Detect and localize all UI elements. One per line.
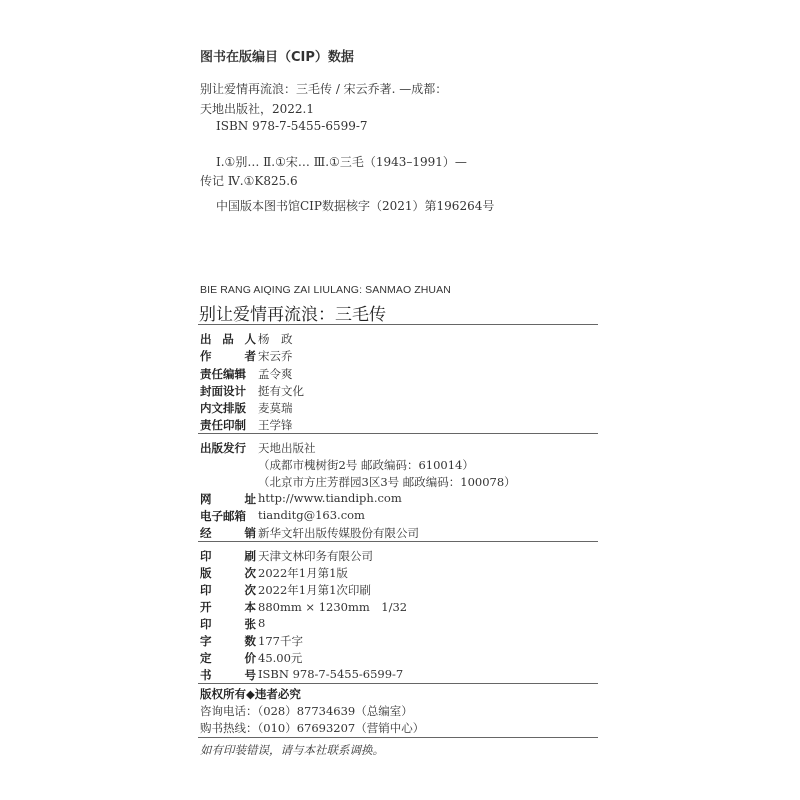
misprint-notice: 如有印装错误，请与本社联系调换。 [200, 743, 384, 757]
credit-value: 宋云乔 [258, 349, 293, 363]
email-address: tianditg@163.com [258, 508, 365, 522]
credit-label: 封面设计 [200, 384, 246, 398]
rights-notice: 版权所有◆违者必究 [200, 687, 301, 701]
spec-label: 版 次 [200, 566, 256, 580]
spec-value: 880mm × 1230mm 1/32 [258, 600, 408, 614]
credit-value: 杨 政 [258, 332, 293, 346]
cip-isbn: ISBN 978-7-5455-6599-7 [216, 119, 368, 133]
divider [198, 541, 598, 542]
book-title-pinyin: BIE RANG AIQING ZAI LIULANG: SANMAO ZHUAN [200, 284, 451, 296]
divider [198, 324, 598, 325]
spec-label: 印 次 [200, 583, 256, 597]
credit-label: 责任编辑 [200, 367, 246, 381]
spec-value: 45.00元 [258, 651, 303, 665]
credit-value: 挺有文化 [258, 384, 304, 398]
spec-value: 天津文林印务有限公司 [258, 549, 373, 563]
email-label: 电子邮箱 [200, 509, 246, 523]
website-label: 网 址 [200, 492, 256, 506]
spec-value: 2022年1月第1次印刷 [258, 583, 371, 597]
website-url: http://www.tiandiph.com [258, 491, 402, 505]
book-title: 别让爱情再流浪：三毛传 [199, 305, 386, 325]
cip-entry-line2: 天地出版社，2022.1 [200, 102, 314, 116]
spec-label: 书 号 [200, 668, 256, 682]
spec-label: 定 价 [200, 651, 256, 665]
publisher-label: 出版发行 [200, 441, 246, 455]
divider [198, 737, 598, 738]
credit-label: 作 者 [200, 349, 256, 363]
credit-value: 麦莫瑞 [258, 401, 293, 415]
cip-record-number: 中国版本图书馆CIP数据核字（2021）第196264号 [216, 199, 495, 213]
spec-label: 开 本 [200, 600, 256, 614]
cip-entry-line1: 别让爱情再流浪：三毛传 / 宋云乔著. —成都： [200, 82, 448, 96]
credit-label: 内文排版 [200, 401, 246, 415]
sales-hotline: 购书热线：（010）67693207（营销中心） [200, 721, 425, 735]
cip-heading: 图书在版编目（CIP）数据 [200, 50, 354, 65]
credit-label: 出品人 [200, 332, 256, 346]
spec-value: 2022年1月第1版 [258, 566, 348, 580]
spec-value: ISBN 978-7-5455-6599-7 [258, 667, 404, 681]
publisher-address-beijing: （北京市方庄芳群园3区3号 邮政编码：100078） [258, 475, 516, 489]
credit-label: 责任印制 [200, 418, 246, 432]
spec-value: 8 [258, 616, 266, 630]
divider [198, 433, 598, 434]
divider [198, 683, 598, 684]
spec-value: 177千字 [258, 634, 303, 648]
consult-phone: 咨询电话：（028）87734639（总编室） [200, 704, 413, 718]
cip-subject-line1: Ⅰ.①别… Ⅱ.①宋… Ⅲ.①三毛（1943–1991）— [216, 155, 467, 169]
spec-label: 字 数 [200, 634, 256, 648]
publisher-address-chengdu: （成都市槐树街2号 邮政编码：610014） [258, 458, 474, 472]
cip-subject-line2: 传记 Ⅳ.①K825.6 [200, 174, 298, 188]
spec-label: 印 张 [200, 617, 256, 631]
publisher-name: 天地出版社 [258, 441, 316, 455]
distributor-label: 经 销 [200, 526, 256, 540]
distributor-name: 新华文轩出版传媒股份有限公司 [258, 526, 419, 540]
spec-label: 印 刷 [200, 549, 256, 563]
credit-value: 王学锋 [258, 418, 293, 432]
credit-value: 孟令爽 [258, 367, 293, 381]
